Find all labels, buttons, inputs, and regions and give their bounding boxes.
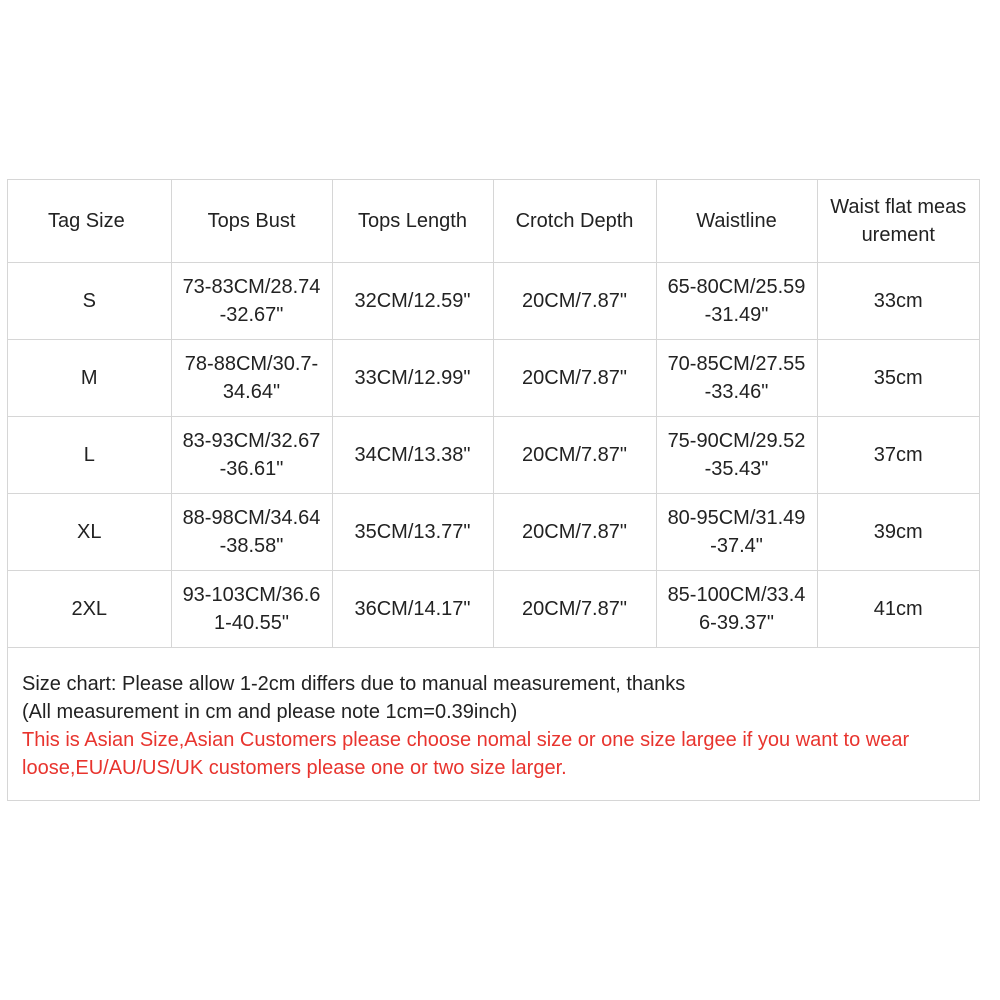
- cell-waistline: 65-80CM/25.59-31.49": [656, 262, 817, 339]
- cell-waist-flat: 33cm: [817, 262, 979, 339]
- header-tops-bust: Tops Bust: [171, 180, 332, 262]
- cell-crotch-depth: 20CM/7.87": [493, 339, 656, 416]
- cell-waistline: 80-95CM/31.49-37.4": [656, 493, 817, 570]
- size-chart: [7, 179, 980, 801]
- cell-tag-size: S: [8, 262, 171, 339]
- cell-tops-length: 36CM/14.17": [332, 570, 493, 647]
- table-row: [8, 570, 979, 647]
- cell-tag-size: M: [8, 339, 171, 416]
- header-row: [8, 180, 979, 262]
- note-asian-size-warning: This is Asian Size,Asian Customers please choose nomal size or one size largee if you want to wear loose,EU/AU/US/UK customers please one or two size larger.: [22, 728, 910, 779]
- header-tag-size: Tag Size: [8, 180, 171, 262]
- cell-tops-bust: 78-88CM/30.7-34.64": [171, 339, 332, 416]
- table-row: [8, 416, 979, 493]
- cell-tops-bust: 73-83CM/28.74-32.67": [171, 262, 332, 339]
- cell-tag-size: 2XL: [8, 570, 171, 647]
- cell-crotch-depth: 20CM/7.87": [493, 493, 656, 570]
- cell-waist-flat: 35cm: [817, 339, 979, 416]
- size-notes: [8, 648, 979, 800]
- header-waist-flat: Waist flat measurement: [817, 180, 979, 262]
- cell-waist-flat: 37cm: [817, 416, 979, 493]
- note-allowance: Size chart: Please allow 1-2cm differs due to manual measurement, thanks: [22, 672, 686, 695]
- cell-crotch-depth: 20CM/7.87": [493, 416, 656, 493]
- cell-waist-flat: 39cm: [817, 493, 979, 570]
- size-table: [8, 180, 979, 648]
- cell-tag-size: L: [8, 416, 171, 493]
- cell-waistline: 75-90CM/29.52-35.43": [656, 416, 817, 493]
- cell-tops-length: 32CM/12.59": [332, 262, 493, 339]
- cell-waist-flat: 41cm: [817, 570, 979, 647]
- cell-tops-length: 34CM/13.38": [332, 416, 493, 493]
- cell-crotch-depth: 20CM/7.87": [493, 262, 656, 339]
- table-row: [8, 262, 979, 339]
- note-units: (All measurement in cm and please note 1cm=0.39inch): [22, 700, 518, 723]
- cell-waistline: 85-100CM/33.46-39.37": [656, 570, 817, 647]
- cell-tops-bust: 88-98CM/34.64-38.58": [171, 493, 332, 570]
- cell-tops-length: 33CM/12.99": [332, 339, 493, 416]
- cell-waistline: 70-85CM/27.55-33.46": [656, 339, 817, 416]
- header-tops-length: Tops Length: [332, 180, 493, 262]
- header-crotch-depth: Crotch Depth: [493, 180, 656, 262]
- cell-tag-size: XL: [8, 493, 171, 570]
- cell-tops-length: 35CM/13.77": [332, 493, 493, 570]
- cell-tops-bust: 93-103CM/36.61-40.55": [171, 570, 332, 647]
- table-row: [8, 339, 979, 416]
- table-row: [8, 493, 979, 570]
- header-waistline: Waistline: [656, 180, 817, 262]
- cell-crotch-depth: 20CM/7.87": [493, 570, 656, 647]
- cell-tops-bust: 83-93CM/32.67-36.61": [171, 416, 332, 493]
